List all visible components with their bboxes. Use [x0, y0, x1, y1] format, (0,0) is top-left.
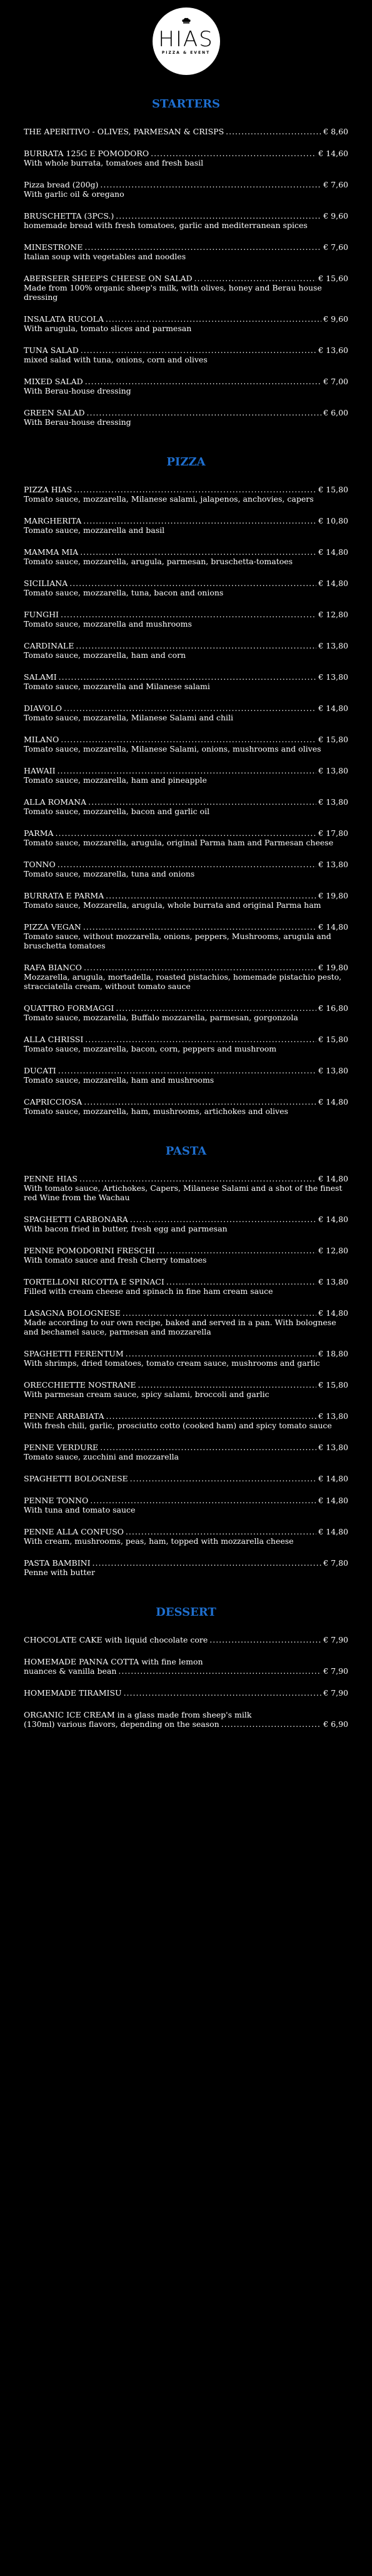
- item-price: € 15,80: [318, 485, 348, 494]
- item-name: SICILIANA: [24, 579, 68, 588]
- dot-leader: [209, 1635, 321, 1644]
- item-price: € 18,80: [318, 1349, 348, 1358]
- item-description: Mozzarella, arugula, mortadella, roasted pistachios, homemade pistachio pesto, stracciatella cream, without tomato sauce: [24, 972, 342, 991]
- chef-hat-icon: [181, 17, 191, 24]
- item-description: Tomato sauce, mozzarella, Milanese salami, jalapenos, anchovies, capers: [24, 494, 314, 504]
- item-name: SPAGHETTI BOLOGNESE: [24, 1474, 128, 1483]
- item-price: € 14,80: [318, 922, 348, 932]
- item-name: ABERSEER SHEEP'S CHEESE ON SALAD: [24, 274, 193, 283]
- menu-item: [24, 346, 348, 364]
- section-pizza: [0, 439, 372, 1116]
- item-description: Made according to our own recipe, baked and served in a pan. With bolognese and bechamel sauce, parmesan and mozzarella: [24, 1318, 336, 1336]
- item-name: TUNA SALAD: [24, 346, 79, 355]
- item-price: € 7,60: [323, 242, 348, 252]
- item-name: CHOCOLATE CAKE with liquid chocolate core: [24, 1635, 208, 1644]
- menu-item: [24, 1474, 348, 1483]
- item-name: MIXED SALAD: [24, 377, 83, 386]
- item-description: With tomato sauce and fresh Cherry tomatoes: [24, 1255, 207, 1265]
- item-price: € 14,80: [318, 1527, 348, 1536]
- item-name: HOMEMADE PANNA COTTA with fine lemon: [24, 1657, 203, 1666]
- item-description: Tomato sauce, mozzarella, ham and mushrooms: [24, 1075, 214, 1085]
- menu-item: [24, 180, 348, 199]
- menu-item: [24, 242, 348, 261]
- dot-leader: [100, 1443, 316, 1452]
- item-price: € 9,60: [323, 314, 348, 324]
- dot-leader: [79, 1174, 316, 1183]
- menu-item: [24, 1666, 348, 1676]
- item-price: € 7,90: [323, 1635, 348, 1644]
- dot-leader: [84, 963, 316, 972]
- menu-item: [24, 547, 348, 566]
- item-description: Tomato sauce, mozzarella and mushrooms: [24, 619, 192, 629]
- item-price: € 10,80: [318, 516, 348, 525]
- dot-leader: [194, 274, 317, 283]
- item-description: mixed salad with tuna, onions, corn and olives: [24, 355, 208, 364]
- dot-leader: [81, 346, 317, 355]
- hias-logo: [153, 7, 220, 75]
- menu-item: [24, 377, 348, 395]
- item-description: Tomato sauce, mozzarella, tuna, bacon and onions: [24, 588, 224, 597]
- item-description: With garlic oil & oregano: [24, 189, 124, 199]
- item-name: ORECCHIETTE NOSTRANE: [24, 1380, 136, 1390]
- dot-leader: [106, 891, 316, 900]
- item-description: Tomato sauce, zucchini and mozzarella: [24, 1452, 179, 1461]
- logo-subtitle: PIZZA & EVENT: [161, 50, 211, 55]
- menu-item: [24, 1719, 348, 1729]
- menu-item: [24, 1411, 348, 1430]
- item-description: Tomato sauce, mozzarella and Milanese salami: [24, 682, 210, 691]
- dot-leader: [130, 1215, 317, 1224]
- item-price: € 14,80: [318, 1174, 348, 1183]
- item-name: MARGHERITA: [24, 516, 82, 525]
- item-name: INSALATA RUCOLA: [24, 314, 104, 324]
- item-name: PENNE HIAS: [24, 1174, 78, 1183]
- item-description: Tomato sauce, mozzarella, Buffalo mozzarella, parmesan, gorgonzola: [24, 1013, 298, 1022]
- dot-leader: [74, 485, 316, 494]
- dot-leader: [88, 797, 316, 807]
- item-price: € 7,60: [323, 180, 348, 189]
- item-description: With tuna and tomato sauce: [24, 1505, 136, 1514]
- item-description: Tomato sauce, mozzarella, bacon and garlic oil: [24, 807, 210, 816]
- menu-item: [24, 1246, 348, 1265]
- item-price: € 9,60: [323, 211, 348, 221]
- menu-item: [24, 1097, 348, 1116]
- dot-leader: [58, 860, 317, 869]
- dot-leader: [76, 641, 316, 650]
- menu-item: [24, 735, 348, 753]
- item-name: PENNE VERDURE: [24, 1443, 99, 1452]
- item-description: Tomato sauce, mozzarella, Milanese Salami and chili: [24, 713, 234, 722]
- dot-leader: [85, 377, 322, 386]
- dot-leader: [61, 610, 316, 619]
- item-price: € 13,80: [318, 1411, 348, 1421]
- item-price: € 13,80: [318, 641, 348, 650]
- item-name: BURRATA E PARMA: [24, 891, 104, 900]
- dot-leader: [123, 1308, 316, 1318]
- menu-item: [24, 127, 348, 136]
- item-price: € 13,80: [318, 1066, 348, 1075]
- item-description: With Berau-house dressing: [24, 386, 131, 395]
- item-name: PENNE TONNO: [24, 1496, 89, 1505]
- menu-item: [24, 797, 348, 816]
- item-price: € 8,60: [323, 127, 348, 136]
- item-name: CARDINALE: [24, 641, 74, 650]
- menu-sections: [0, 82, 372, 1729]
- dot-leader: [138, 1380, 316, 1390]
- menu-items: [0, 485, 372, 1116]
- dot-leader: [166, 1277, 316, 1286]
- menu-item: [24, 1277, 348, 1296]
- item-description: With fresh chili, garlic, prosciutto cotto (cooked ham) and spicy tomato sauce: [24, 1421, 332, 1430]
- menu-item: [24, 704, 348, 722]
- item-price: € 14,80: [318, 1474, 348, 1483]
- item-name: CAPRICCIOSA: [24, 1097, 83, 1106]
- item-description: With Berau-house dressing: [24, 417, 131, 427]
- section-dessert: [0, 1589, 372, 1729]
- menu-item: [24, 1174, 348, 1202]
- menu-item: [24, 1215, 348, 1233]
- menu-item: [24, 766, 348, 785]
- menu-item: [24, 1527, 348, 1546]
- item-name: PIZZA VEGAN: [24, 922, 81, 932]
- item-description: With shrimps, dried tomatoes, tomato cream sauce, mushrooms and garlic: [24, 1358, 320, 1368]
- item-price: € 7,90: [323, 1666, 348, 1676]
- item-name: HAWAII: [24, 766, 56, 775]
- item-name: RAFA BIANCO: [24, 963, 82, 972]
- item-price: € 14,80: [318, 1308, 348, 1318]
- logo-name: HIAS: [158, 26, 214, 52]
- item-name: PARMA: [24, 828, 54, 838]
- item-description: Tomato sauce, mozzarella and basil: [24, 525, 165, 535]
- menu-item: [24, 1710, 348, 1719]
- item-price: € 17,80: [318, 828, 348, 838]
- item-description: Tomato sauce, Mozzarella, arugula, whole burrata and original Parma ham: [24, 900, 321, 910]
- item-price: € 13,80: [318, 797, 348, 807]
- dot-leader: [84, 242, 321, 252]
- menu-item: [24, 149, 348, 167]
- dot-leader: [100, 180, 321, 189]
- item-price: € 15,80: [318, 1380, 348, 1390]
- item-price: € 14,80: [318, 1097, 348, 1106]
- item-price: € 19,80: [318, 963, 348, 972]
- item-price: € 14,80: [318, 704, 348, 713]
- item-name: FUNGHI: [24, 610, 59, 619]
- dot-leader: [118, 1666, 321, 1676]
- menu-item: [24, 922, 348, 950]
- item-name: TONNO: [24, 860, 56, 869]
- item-name: HOMEMADE TIRAMISU: [24, 1688, 122, 1698]
- item-name: LASAGNA BOLOGNESE: [24, 1308, 121, 1318]
- dot-leader: [83, 922, 316, 932]
- dot-leader: [84, 1097, 316, 1106]
- item-name: (130ml) various flavors, depending on the season: [24, 1719, 219, 1729]
- section-title: PIZZA: [166, 455, 206, 469]
- item-description: With bacon fried in butter, fresh egg and parmesan: [24, 1224, 228, 1233]
- dot-leader: [130, 1474, 317, 1483]
- item-name: SPAGHETTI CARBONARA: [24, 1215, 128, 1224]
- item-price: € 12,80: [318, 610, 348, 619]
- menu-item: [24, 1496, 348, 1514]
- item-name: Pizza bread (200g): [24, 180, 99, 189]
- item-name: MILANO: [24, 735, 59, 744]
- item-description: Tomato sauce, mozzarella, ham, mushrooms, artichokes and olives: [24, 1106, 288, 1116]
- item-name: nuances & vanilla bean: [24, 1666, 117, 1676]
- dot-leader: [221, 1719, 322, 1729]
- item-price: € 14,80: [318, 1215, 348, 1224]
- menu-item: [24, 610, 348, 629]
- item-description: With tomato sauce, Artichokes, Capers, Milanese Salami and a shot of the finest red Wine from the Wachau: [24, 1183, 343, 1202]
- logo-area: [0, 0, 372, 82]
- item-price: € 13,80: [318, 860, 348, 869]
- dot-leader: [93, 1558, 322, 1568]
- item-price: € 7,90: [323, 1688, 348, 1698]
- item-description: Tomato sauce, mozzarella, arugula, original Parma ham and Parmesan cheese: [24, 838, 334, 847]
- item-price: € 16,80: [318, 1003, 348, 1013]
- item-name: DUCATI: [24, 1066, 56, 1075]
- menu-item: [24, 1635, 348, 1644]
- item-price: € 6,90: [323, 1719, 348, 1729]
- dot-leader: [151, 149, 316, 158]
- item-price: € 13,80: [318, 766, 348, 775]
- menu-item: [24, 1349, 348, 1368]
- item-description: With cream, mushrooms, peas, ham, topped with mozzarella cheese: [24, 1536, 294, 1546]
- menu-item: [24, 314, 348, 333]
- menu-item: [24, 1035, 348, 1053]
- menu-item: [24, 963, 348, 991]
- menu-item: [24, 1443, 348, 1461]
- item-description: Tomato sauce, mozzarella, arugula, parmesan, bruschetta-tomatoes: [24, 557, 293, 566]
- dot-leader: [56, 828, 317, 838]
- dot-leader: [61, 735, 316, 744]
- menu-items: [0, 127, 372, 427]
- item-name: GREEN SALAD: [24, 408, 85, 417]
- section-starters: [0, 82, 372, 427]
- item-description: With whole burrata, tomatoes and fresh basil: [24, 158, 204, 167]
- dot-leader: [59, 672, 317, 682]
- item-name: PENNE ALLA CONFUSO: [24, 1527, 124, 1536]
- item-price: € 13,80: [318, 1277, 348, 1286]
- item-price: € 15,80: [318, 735, 348, 744]
- menu-item: [24, 641, 348, 660]
- dot-leader: [124, 1688, 322, 1698]
- item-description: Tomato sauce, mozzarella, ham and corn: [24, 650, 186, 660]
- item-description: With arugula, tomato slices and parmesan: [24, 324, 192, 333]
- dot-leader: [58, 766, 317, 775]
- menu-items: [0, 1174, 372, 1577]
- item-name: ORGANIC ICE CREAM in a glass made from sheep's milk: [24, 1710, 252, 1719]
- menu-item: [24, 1380, 348, 1399]
- item-name: QUATTRO FORMAGGI: [24, 1003, 114, 1013]
- item-price: € 19,80: [318, 891, 348, 900]
- section-title: DESSERT: [156, 1606, 216, 1619]
- menu-item: [24, 828, 348, 847]
- item-name: SALAMI: [24, 672, 57, 682]
- item-name: ALLA ROMANA: [24, 797, 87, 807]
- menu-item: [24, 1308, 348, 1336]
- menu-item: [24, 1558, 348, 1577]
- menu-item: [24, 672, 348, 691]
- dot-leader: [83, 516, 316, 525]
- item-name: BURRATA 125G E POMODORO: [24, 149, 149, 158]
- section-title: PASTA: [165, 1145, 207, 1158]
- item-name: SPAGHETTI FERENTUM: [24, 1349, 124, 1358]
- item-name: ALLA CHRISSI: [24, 1035, 84, 1044]
- item-price: € 7,80: [323, 1558, 348, 1568]
- dot-leader: [116, 1003, 316, 1013]
- item-price: € 15,60: [318, 274, 348, 283]
- menu-item: [24, 211, 348, 230]
- dot-leader: [58, 1066, 317, 1075]
- menu-items: [0, 1635, 372, 1729]
- item-name: DIAVOLO: [24, 704, 62, 713]
- item-description: Italian soup with vegetables and noodles: [24, 252, 186, 261]
- item-description: Tomato sauce, mozzarella, Milanese Salami, onions, mushrooms and olives: [24, 744, 321, 753]
- item-description: Made from 100% organic sheep's milk, with olives, honey and Berau house dressing: [24, 283, 322, 302]
- dot-leader: [85, 1035, 316, 1044]
- item-description: Filled with cream cheese and spinach in fine ham cream sauce: [24, 1286, 273, 1296]
- menu-item: [24, 1003, 348, 1022]
- item-price: € 13,80: [318, 672, 348, 682]
- item-price: € 14,80: [318, 1496, 348, 1505]
- dot-leader: [226, 127, 321, 136]
- menu-item: [24, 1066, 348, 1085]
- item-price: € 14,80: [318, 547, 348, 557]
- dot-leader: [126, 1349, 317, 1358]
- item-name: TORTELLONI RICOTTA E SPINACI: [24, 1277, 164, 1286]
- item-description: Tomato sauce, without mozzarella, onions, peppers, Mushrooms, arugula and bruschetta tomatoes: [24, 932, 331, 950]
- item-name: MINESTRONE: [24, 242, 83, 252]
- item-name: MAMMA MIA: [24, 547, 79, 557]
- menu-item: [24, 408, 348, 427]
- menu-item: [24, 274, 348, 302]
- menu-item: [24, 579, 348, 597]
- item-description: With parmesan cream sauce, spicy salami, broccoli and garlic: [24, 1390, 269, 1399]
- item-name: PIZZA HIAS: [24, 485, 73, 494]
- section-title: STARTERS: [151, 97, 221, 111]
- dot-leader: [106, 314, 321, 324]
- dot-leader: [69, 579, 316, 588]
- item-price: € 12,80: [318, 1246, 348, 1255]
- item-price: € 7,00: [323, 377, 348, 386]
- item-description: Tomato sauce, mozzarella, ham and pineapple: [24, 775, 207, 785]
- item-name: PASTA BAMBINI: [24, 1558, 91, 1568]
- menu-item: [24, 485, 348, 504]
- dot-leader: [87, 408, 322, 417]
- item-name: PENNE ARRABIATA: [24, 1411, 104, 1421]
- section-pasta: [0, 1128, 372, 1577]
- item-price: € 14,80: [318, 579, 348, 588]
- item-price: € 14,60: [318, 149, 348, 158]
- item-name: BRUSCHETTA (3PCS.): [24, 211, 114, 221]
- item-description: homemade bread with fresh tomatoes, garlic and mediterranean spices: [24, 221, 308, 230]
- dot-leader: [116, 211, 321, 221]
- item-name: THE APERITIVO - OLIVES, PARMESAN & CRISPS: [24, 127, 224, 136]
- item-name: PENNE POMODORINI FRESCHI: [24, 1246, 155, 1255]
- item-description: Tomato sauce, mozzarella, bacon, corn, peppers and mushroom: [24, 1044, 277, 1053]
- dot-leader: [64, 704, 316, 713]
- menu-item: [24, 891, 348, 910]
- menu-item: [24, 516, 348, 535]
- dot-leader: [90, 1496, 316, 1505]
- dot-leader: [126, 1527, 316, 1536]
- item-price: € 13,60: [318, 346, 348, 355]
- menu-item: [24, 1688, 348, 1698]
- dot-leader: [157, 1246, 316, 1255]
- menu-item: [24, 860, 348, 878]
- item-description: Penne with butter: [24, 1568, 95, 1577]
- item-price: € 13,80: [318, 1443, 348, 1452]
- item-description: Tomato sauce, mozzarella, tuna and onions: [24, 869, 195, 878]
- item-price: € 6,00: [323, 408, 348, 417]
- dot-leader: [106, 1411, 317, 1421]
- item-price: € 15,80: [318, 1035, 348, 1044]
- dot-leader: [80, 547, 316, 557]
- menu-item: [24, 1657, 348, 1666]
